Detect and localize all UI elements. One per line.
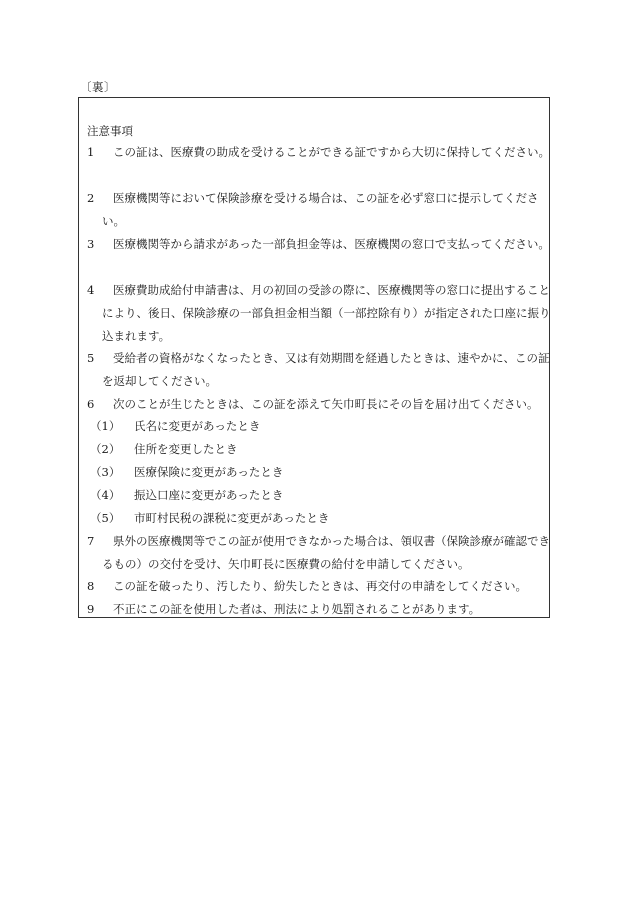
item-number: 2 [87,191,95,205]
notice-title: 注意事項 [87,124,133,138]
item-number: 3 [87,237,95,251]
sub-item-text: 氏名に変更があったとき [134,419,261,433]
sub-item-text: 住所を変更したとき [134,442,238,456]
item-text: 県外の医療機関等でこの証が使用できなかった場合は、領収書（保険診療が確認できるもの）の交付を受け、矢巾町長に医療費の給付を申請してください。 [102,533,550,571]
item-number: 4 [87,283,95,297]
sub-item-5 [90,511,329,525]
item-number: 5 [87,351,95,365]
item-text: 医療機関等において保険診療を受ける場合は、この証を必ず窓口に提示してください。 [102,190,539,228]
sub-item-text: 市町村民税の課税に変更があったとき [134,511,330,525]
item-text: この証を破ったり、汚したり、紛失したときは、再交付の申請をしてください。 [113,578,527,593]
sub-item-number: （4） [90,488,121,502]
item-text: 医療費助成給付申請書は、月の初回の受診の際に、医療機関等の窓口に提出することにより、後日、保険診療の一部負担金相当額（一部控除有り）が指定された口座に振り込まれます。 [102,282,551,343]
item-number: 9 [87,602,95,616]
sub-item-4 [90,488,283,502]
item-number: 6 [87,397,95,411]
sub-item-number: （1） [90,419,121,433]
sub-item-text: 医療保険に変更があったとき [134,465,284,479]
item-text: この証は、医療費の助成を受けることができる証ですから大切に保持してください。 [113,144,550,159]
item-text: 次のことが生じたときは、この証を添えて矢巾町長にその旨を届け出てください。 [113,396,539,411]
item-text: 医療機関等から請求があった一部負担金等は、医療機関の窓口で支払ってください。 [113,236,550,251]
item-number: 7 [87,534,95,548]
item-text: 受給者の資格がなくなったとき、又は有効期間を経過したときは、速やかに、この証を返却してください。 [102,350,550,388]
item-number: 8 [87,579,95,593]
sub-item-number: （2） [90,442,121,456]
item-text: 不正にこの証を使用した者は、刑法により処罰されることがあります。 [113,601,481,616]
page-side-label: 〔裏〕 [80,80,116,94]
sub-item-number: （5） [90,511,121,525]
sub-item-number: （3） [90,465,121,479]
sub-item-3 [90,465,283,479]
sub-item-2 [90,442,238,456]
sub-item-1 [90,419,260,433]
notice-box [78,97,550,618]
sub-item-text: 振込口座に変更があったとき [134,488,284,502]
item-number: 1 [87,145,95,159]
